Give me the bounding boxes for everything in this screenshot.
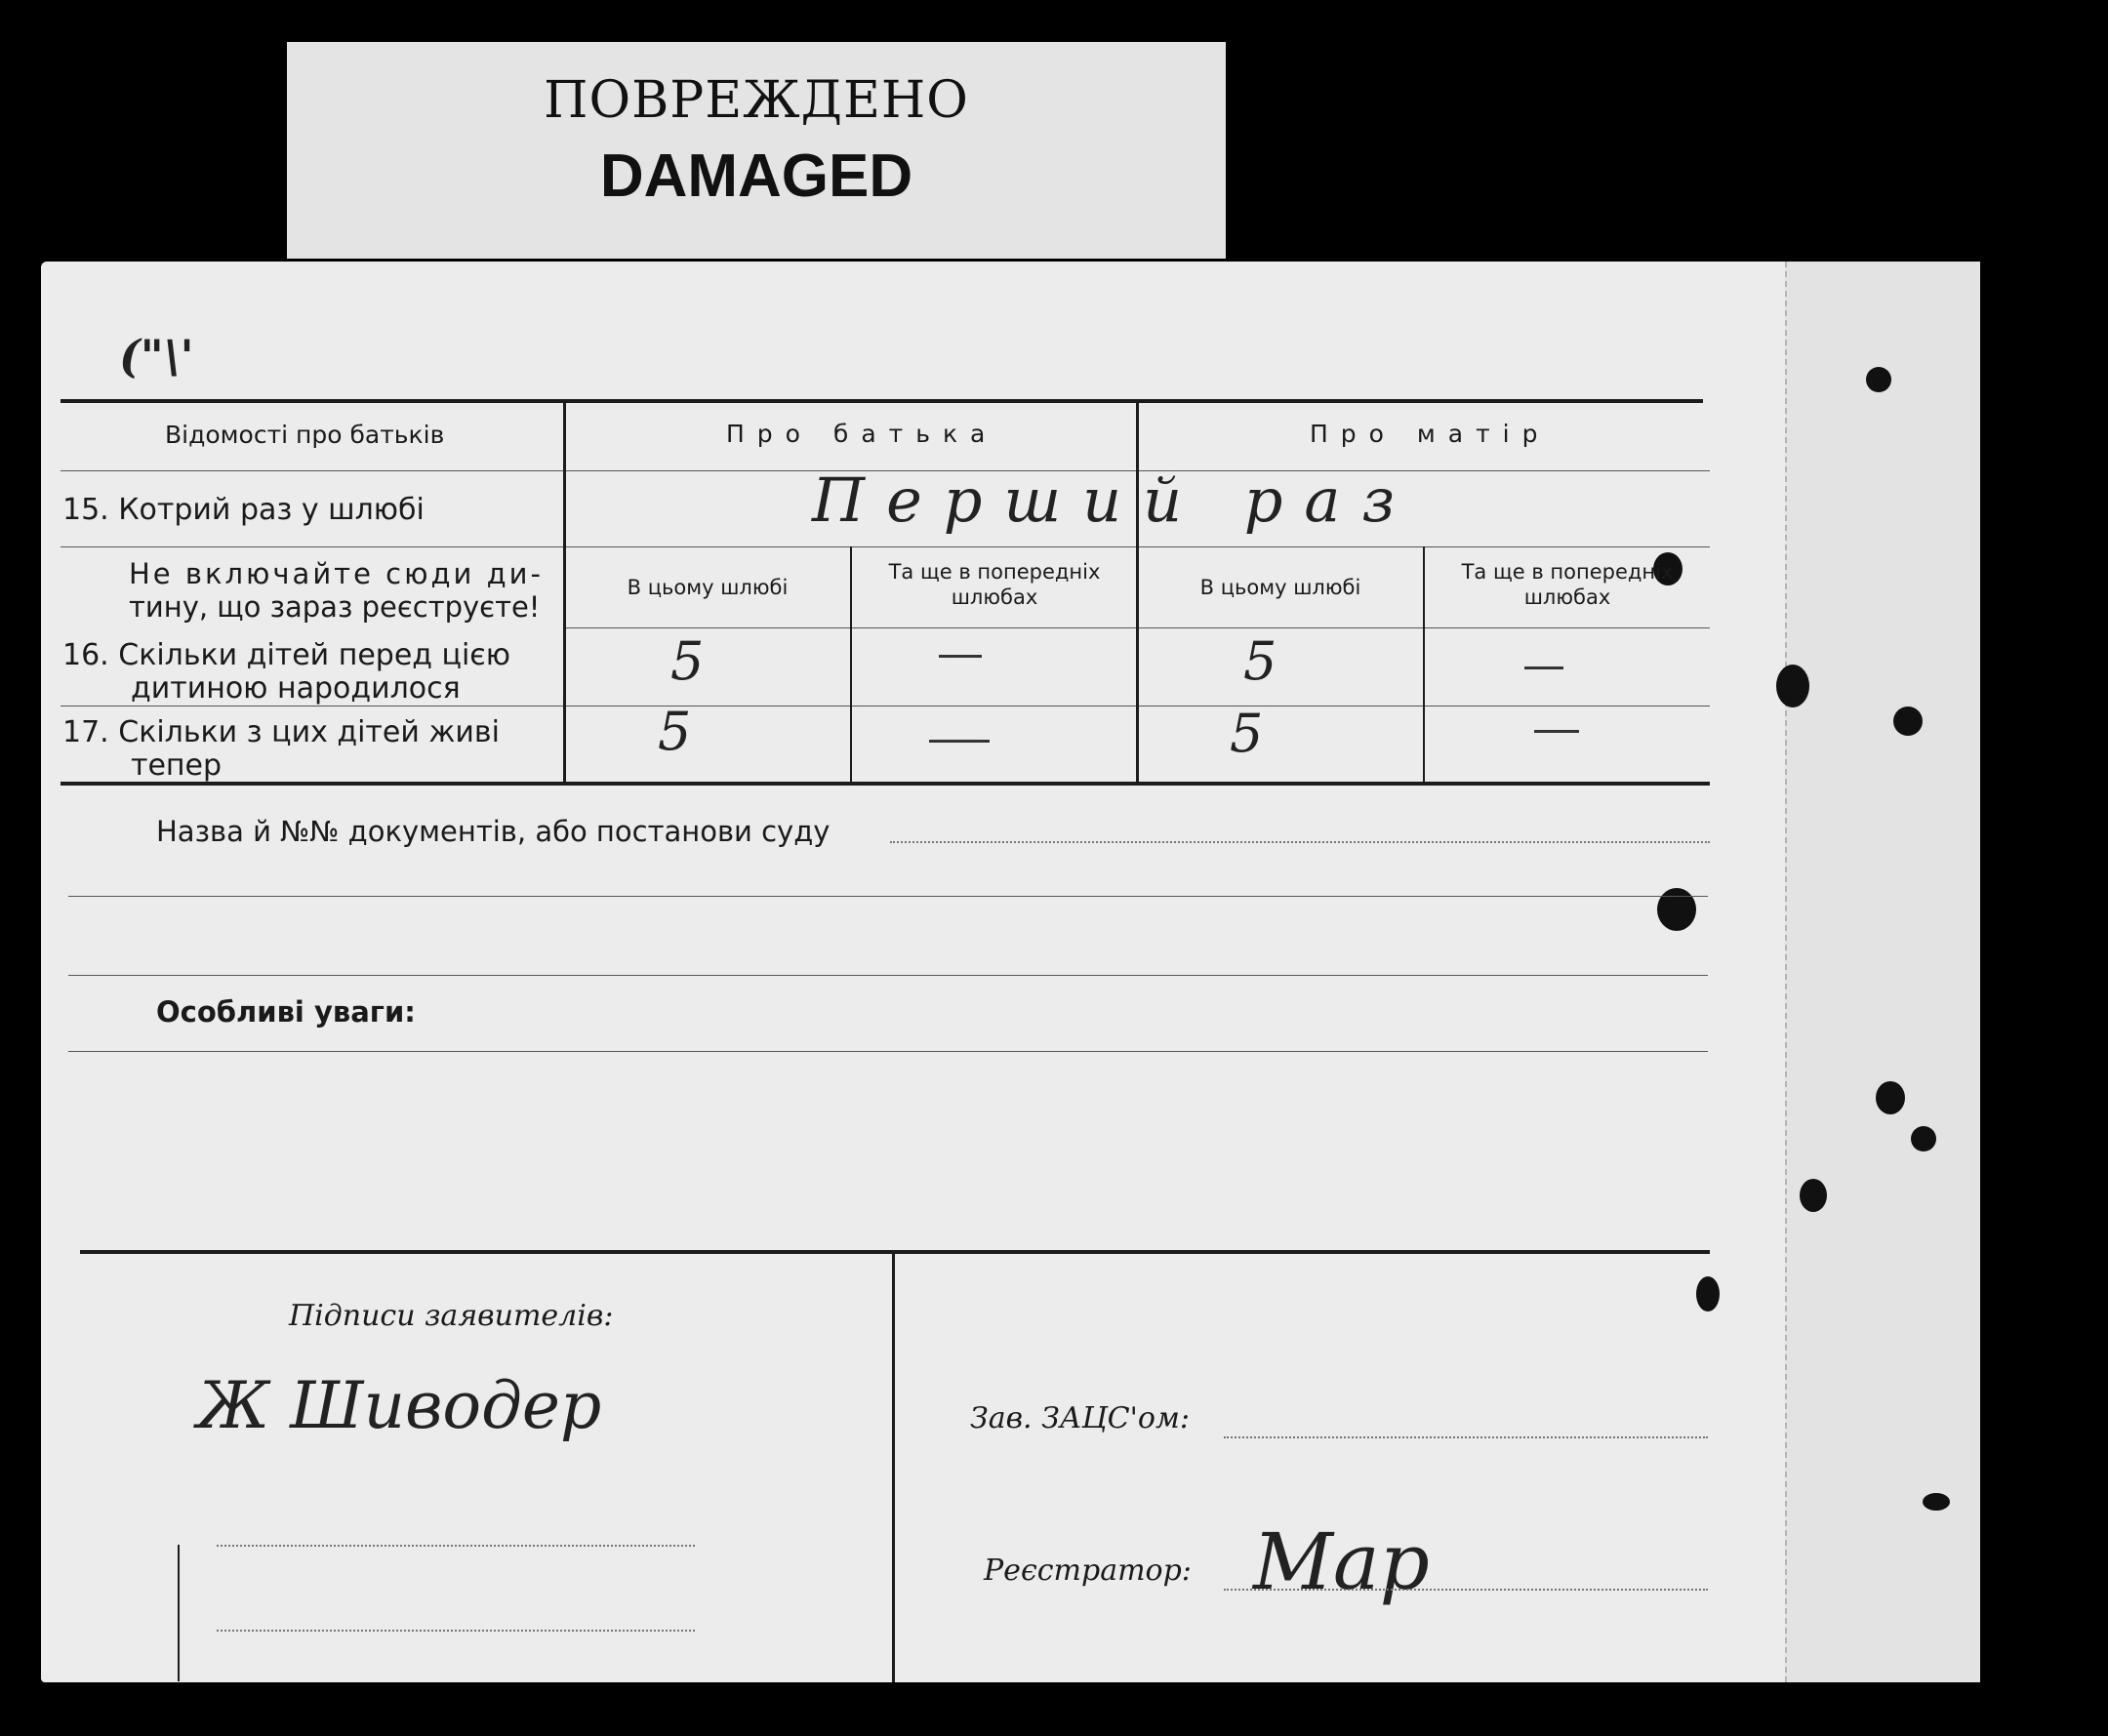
- note-line1: Не включайте сюди ди-: [129, 557, 544, 590]
- documents-line-3: [68, 975, 1708, 976]
- registrar-signature: Мар: [1253, 1516, 1430, 1607]
- row16-label-line2: дитиною народилося: [131, 671, 461, 706]
- applicant-sign-line: [217, 1545, 695, 1547]
- signatures-divider: [892, 1250, 895, 1682]
- signatures-rule: [80, 1250, 1710, 1254]
- applicants-label: Підписи заявителів:: [289, 1299, 614, 1333]
- registrar-sign-line: [1224, 1589, 1708, 1591]
- registration-card: [41, 262, 1978, 1682]
- header-father: Про батька: [726, 420, 998, 448]
- applicant-sign-line: [217, 1630, 695, 1632]
- row16-father-prev: [939, 655, 982, 658]
- binding-hole: [1696, 1276, 1720, 1312]
- binding-hole: [1911, 1126, 1936, 1151]
- damaged-stamp: [287, 42, 1226, 259]
- row17-father-this: 5: [658, 701, 692, 762]
- row15-rule: [61, 546, 1710, 547]
- applicant-bracket: [178, 1545, 180, 1681]
- documents-line: [890, 841, 1710, 843]
- table-bottom-rule: [61, 782, 1710, 786]
- documents-line-2: [68, 896, 1708, 897]
- row16-father-this: 5: [670, 630, 705, 692]
- subheader-father-prev-l2: шлюбах: [951, 585, 1038, 609]
- row16-label-line1: 16. Скільки дітей перед цією: [62, 638, 511, 672]
- remarks-label: Особливі уваги:: [156, 995, 416, 1029]
- registrar-label: Реєстратор:: [984, 1554, 1192, 1588]
- perforated-stub: [1785, 262, 1980, 1682]
- binding-hole: [1800, 1179, 1827, 1212]
- head-label: Зав. ЗАЦС'ом:: [970, 1401, 1190, 1435]
- binding-hole: [1923, 1493, 1950, 1511]
- row17-father-prev: [929, 740, 990, 743]
- row16-mother-prev: [1524, 666, 1563, 669]
- row17-mother-prev: [1534, 730, 1579, 733]
- column-divider: [850, 546, 852, 784]
- documents-label: Назва й №№ документів, або постанови суду: [156, 815, 831, 848]
- applicant-signature: Ж Шиводер: [197, 1368, 602, 1443]
- row15-answer: Перший раз: [812, 464, 1417, 536]
- subheader-mother-prev-l2: шлюбах: [1523, 585, 1611, 609]
- row17-mother-this: 5: [1230, 703, 1264, 764]
- subheader-father-this: В цьому шлюбі: [627, 576, 789, 599]
- corner-mark: ("\': [119, 330, 194, 383]
- binding-hole: [1893, 707, 1923, 736]
- stamp-line-en: DAMAGED: [599, 142, 913, 210]
- row17-label-line1: 17. Скільки з цих дітей живі: [62, 715, 500, 749]
- note-line2: тину, що зараз реєструєте!: [129, 590, 541, 624]
- row16-rule: [61, 706, 1710, 707]
- head-sign-line: [1224, 1436, 1708, 1438]
- stamp-line-ru: ПОВРЕЖДЕНО: [544, 71, 969, 130]
- header-parents-info: Відомості про батьків: [165, 421, 445, 449]
- subheader-mother-this: В цьому шлюбі: [1199, 576, 1361, 599]
- binding-hole: [1866, 367, 1891, 392]
- subheader-mother-prev-l1: Та ще в попередніх: [1461, 560, 1674, 584]
- row16-mother-this: 5: [1243, 630, 1277, 692]
- remarks-line: [68, 1051, 1708, 1052]
- subheader-father-prev-l1: Та ще в попередніх: [888, 560, 1101, 584]
- header-mother: Про матір: [1310, 420, 1551, 448]
- column-divider: [1423, 546, 1425, 784]
- binding-hole: [1657, 888, 1696, 931]
- row15-label: 15. Котрий раз у шлюбі: [62, 493, 425, 527]
- binding-hole: [1876, 1081, 1905, 1114]
- row17-label-line2: тепер: [131, 748, 223, 783]
- binding-hole: [1776, 665, 1809, 707]
- table-top-rule: [61, 399, 1703, 403]
